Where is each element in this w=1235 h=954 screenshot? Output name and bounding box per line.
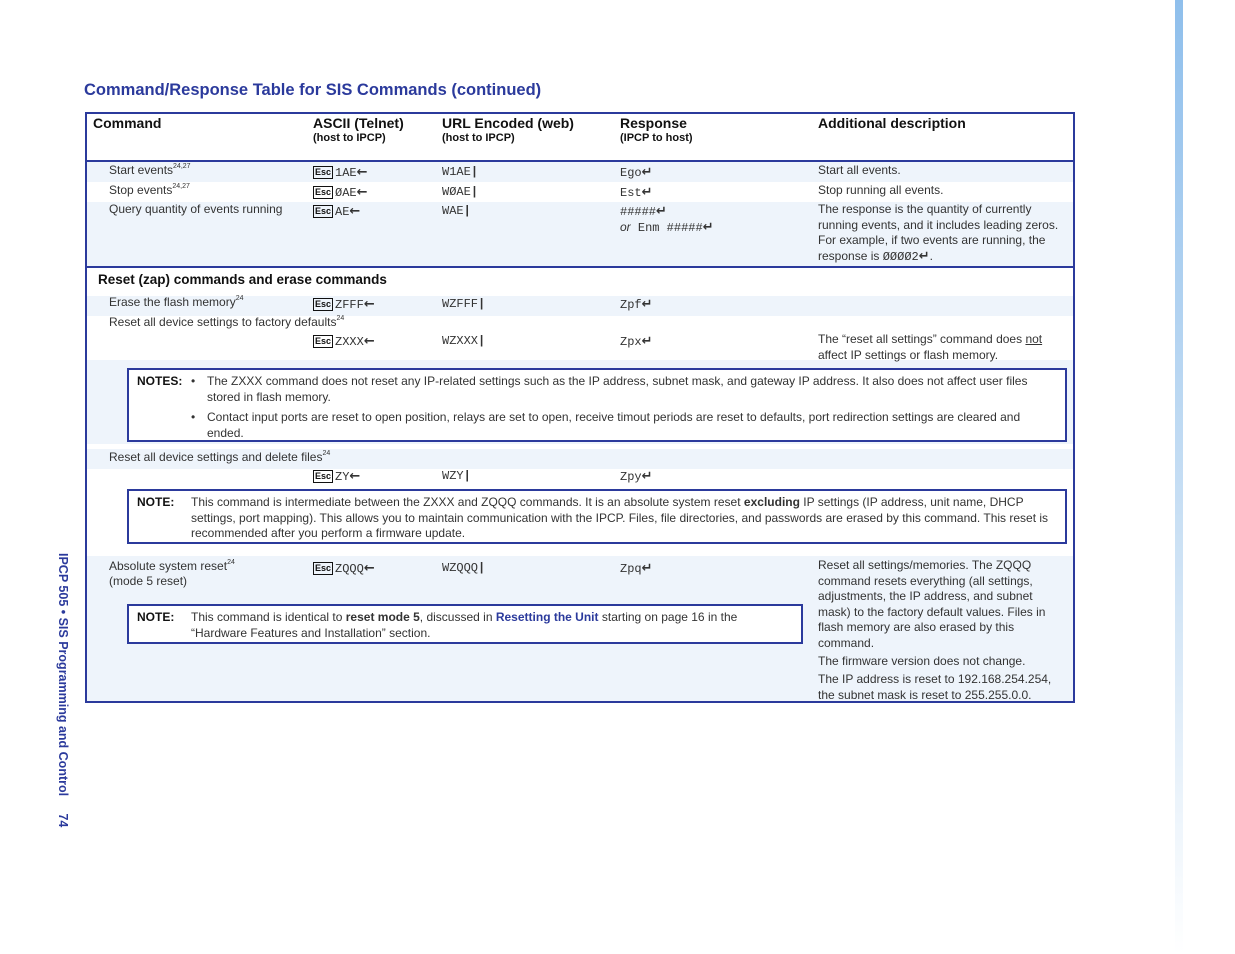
pipe-icon: | <box>463 469 471 483</box>
enter-icon: ↵ <box>918 248 930 264</box>
left-arrow-icon: ← <box>356 185 368 200</box>
description-cell: Reset all settings/memories. The ZQQQ command resets everything (all settings, adjustments, the IP address, and subnet mask) to the factory default values. Files in flash memory are also erased by this command. <box>818 558 1046 650</box>
pipe-icon: | <box>478 334 486 348</box>
command-sub-cell: (mode 5 reset) <box>109 574 188 588</box>
left-arrow-icon: ← <box>349 204 361 219</box>
response-cell: Zpq↵ <box>620 561 653 576</box>
esc-key-icon: Esc <box>315 299 332 309</box>
notes-box-zxxx <box>127 368 1067 442</box>
url-cell: WZXXX| <box>442 334 486 348</box>
enter-icon: ↵ <box>641 297 653 312</box>
description-cell: The “reset all settings” command does not affect IP settings or flash memory. <box>818 332 1043 362</box>
note-text: This command is intermediate between the ZXXX and ZQQQ commands. It is an absolute system reset excluding IP settings (IP address, unit name, DHCP settings, port mapping). This allows you to maintain communication with the IPCP. Files, file directories, and passwords are erased by this command. This reset is recommended after you perform a firmware update. <box>191 495 1049 540</box>
ascii-cell: Esc ZQQQ← <box>315 561 375 576</box>
response-cell: #####↵ <box>620 204 667 219</box>
note-box-zqqq <box>127 604 803 644</box>
response-cell: Est↵ <box>620 185 653 200</box>
enter-icon: ↵ <box>656 204 667 219</box>
note-label: NOTE: <box>137 610 175 624</box>
enter-icon: ↵ <box>641 334 653 349</box>
section-divider <box>87 266 1073 268</box>
url-cell: WZY| <box>442 469 471 483</box>
left-arrow-icon: ← <box>363 297 375 312</box>
ascii-cell: Esc AE← <box>315 204 361 219</box>
response-cell: Ego↵ <box>620 165 653 180</box>
note-item: Contact input ports are reset to open position, relays are set to open, receive timout periods are reset to defaults, port redirection settings are cleared and ended. <box>207 410 1021 440</box>
enter-icon: ↵ <box>641 561 653 576</box>
response-cell: Zpf↵ <box>620 297 653 312</box>
notes-label: NOTES: <box>137 374 183 388</box>
header-description: Additional description <box>818 115 966 131</box>
url-cell: WØAE| <box>442 185 479 199</box>
enter-icon: ↵ <box>641 165 653 180</box>
bullet-icon: • <box>191 374 196 388</box>
note-item: The ZXXX command does not reset any IP-related settings such as the IP address, subnet mask, and gateway IP address. It also does not affect user files stored in flash memory. <box>207 374 1028 404</box>
command-cell: Stop events$^{24,27}$ <box>109 183 190 197</box>
ascii-cell: Esc ZY← <box>315 469 361 484</box>
running-footer <box>52 553 72 873</box>
description-cell: The response is the quantity of currently running events, and it includes leading zeros. For example, if two events are running, the response is ØØØØ2↵. <box>818 202 1059 264</box>
command-cell: Absolute system reset$^{24}$ <box>109 559 235 573</box>
page-edge-color-bar <box>1175 0 1183 954</box>
section-heading: Reset (zap) commands and erase commands <box>98 272 387 287</box>
header-response-sub: (IPCP to host) <box>620 132 693 144</box>
esc-key-icon: Esc <box>315 471 332 481</box>
esc-key-icon: Esc <box>315 167 332 177</box>
bullet-icon: • <box>191 410 196 424</box>
response-cell: Zpy↵ <box>620 469 653 484</box>
left-arrow-icon: ← <box>349 469 361 484</box>
description-cell: The IP address is reset to 192.168.254.254, the subnet mask is reset to 255.255.0.0. <box>818 672 1052 702</box>
url-cell: WZFFF| <box>442 297 486 311</box>
page-number: 74 <box>56 813 70 828</box>
command-response-table <box>85 112 1075 703</box>
url-cell: WAE| <box>442 204 471 218</box>
footer-text: IPCP 505 • SIS Programming and Control <box>56 553 70 797</box>
ascii-cell: Esc ZFFF← <box>315 297 375 312</box>
header-command: Command <box>93 115 162 131</box>
left-arrow-icon: ← <box>363 334 375 349</box>
description-cell: The firmware version does not change. <box>818 654 1026 668</box>
command-cell: Query quantity of events running <box>109 202 283 216</box>
header-ascii: ASCII (Telnet) <box>313 115 404 131</box>
note-box-zy <box>127 489 1067 544</box>
header-ascii-sub: (host to IPCP) <box>313 132 386 144</box>
response-cell: Zpx↵ <box>620 334 653 349</box>
url-cell: WZQQQ| <box>442 561 486 575</box>
pipe-icon: | <box>470 185 479 199</box>
command-cell: Reset all device settings to factory defaults$^{24}$ <box>109 315 345 329</box>
note-label: NOTE: <box>137 495 175 509</box>
pipe-icon: | <box>478 561 486 575</box>
header-response: Response <box>620 115 687 131</box>
enter-icon: ↵ <box>641 185 653 200</box>
description-cell: Stop running all events. <box>818 183 944 197</box>
esc-key-icon: Esc <box>315 187 332 197</box>
esc-key-icon: Esc <box>315 563 332 573</box>
ascii-cell: Esc 1AE← <box>315 165 368 180</box>
table-header <box>87 114 1073 162</box>
row-band <box>87 162 1073 182</box>
resetting-the-unit-link[interactable]: Resetting the Unit <box>495 610 599 624</box>
pipe-icon: | <box>478 297 486 311</box>
command-cell: Erase the flash memory$^{24}$ <box>109 295 244 309</box>
pipe-icon: | <box>470 165 479 179</box>
header-url-sub: (host to IPCP) <box>442 132 515 144</box>
ascii-cell: Esc ØAE← <box>315 185 368 200</box>
enter-icon: ↵ <box>702 220 714 235</box>
command-cell: Reset all device settings and delete files$^{24}$ <box>109 450 331 464</box>
response-alt-cell: or Enm #####↵ <box>620 220 714 235</box>
url-cell: W1AE| <box>442 165 479 179</box>
esc-key-icon: Esc <box>315 206 332 216</box>
ascii-cell: Esc ZXXX← <box>315 334 375 349</box>
pipe-icon: | <box>463 204 471 218</box>
page-title: Command/Response Table for SIS Commands (continued) <box>84 81 542 99</box>
header-url: URL Encoded (web) <box>442 115 574 131</box>
note-text: This command is identical to reset mode 5, discussed in Resetting the Unit starting on page 16 in the “Hardware Features and Installation” section. <box>191 610 738 640</box>
enter-icon: ↵ <box>641 469 653 484</box>
left-arrow-icon: ← <box>356 165 368 180</box>
left-arrow-icon: ← <box>363 561 375 576</box>
esc-key-icon: Esc <box>315 336 332 346</box>
description-cell: Start all events. <box>818 163 901 177</box>
command-cell: Start events$^{24,27}$ <box>109 163 191 177</box>
